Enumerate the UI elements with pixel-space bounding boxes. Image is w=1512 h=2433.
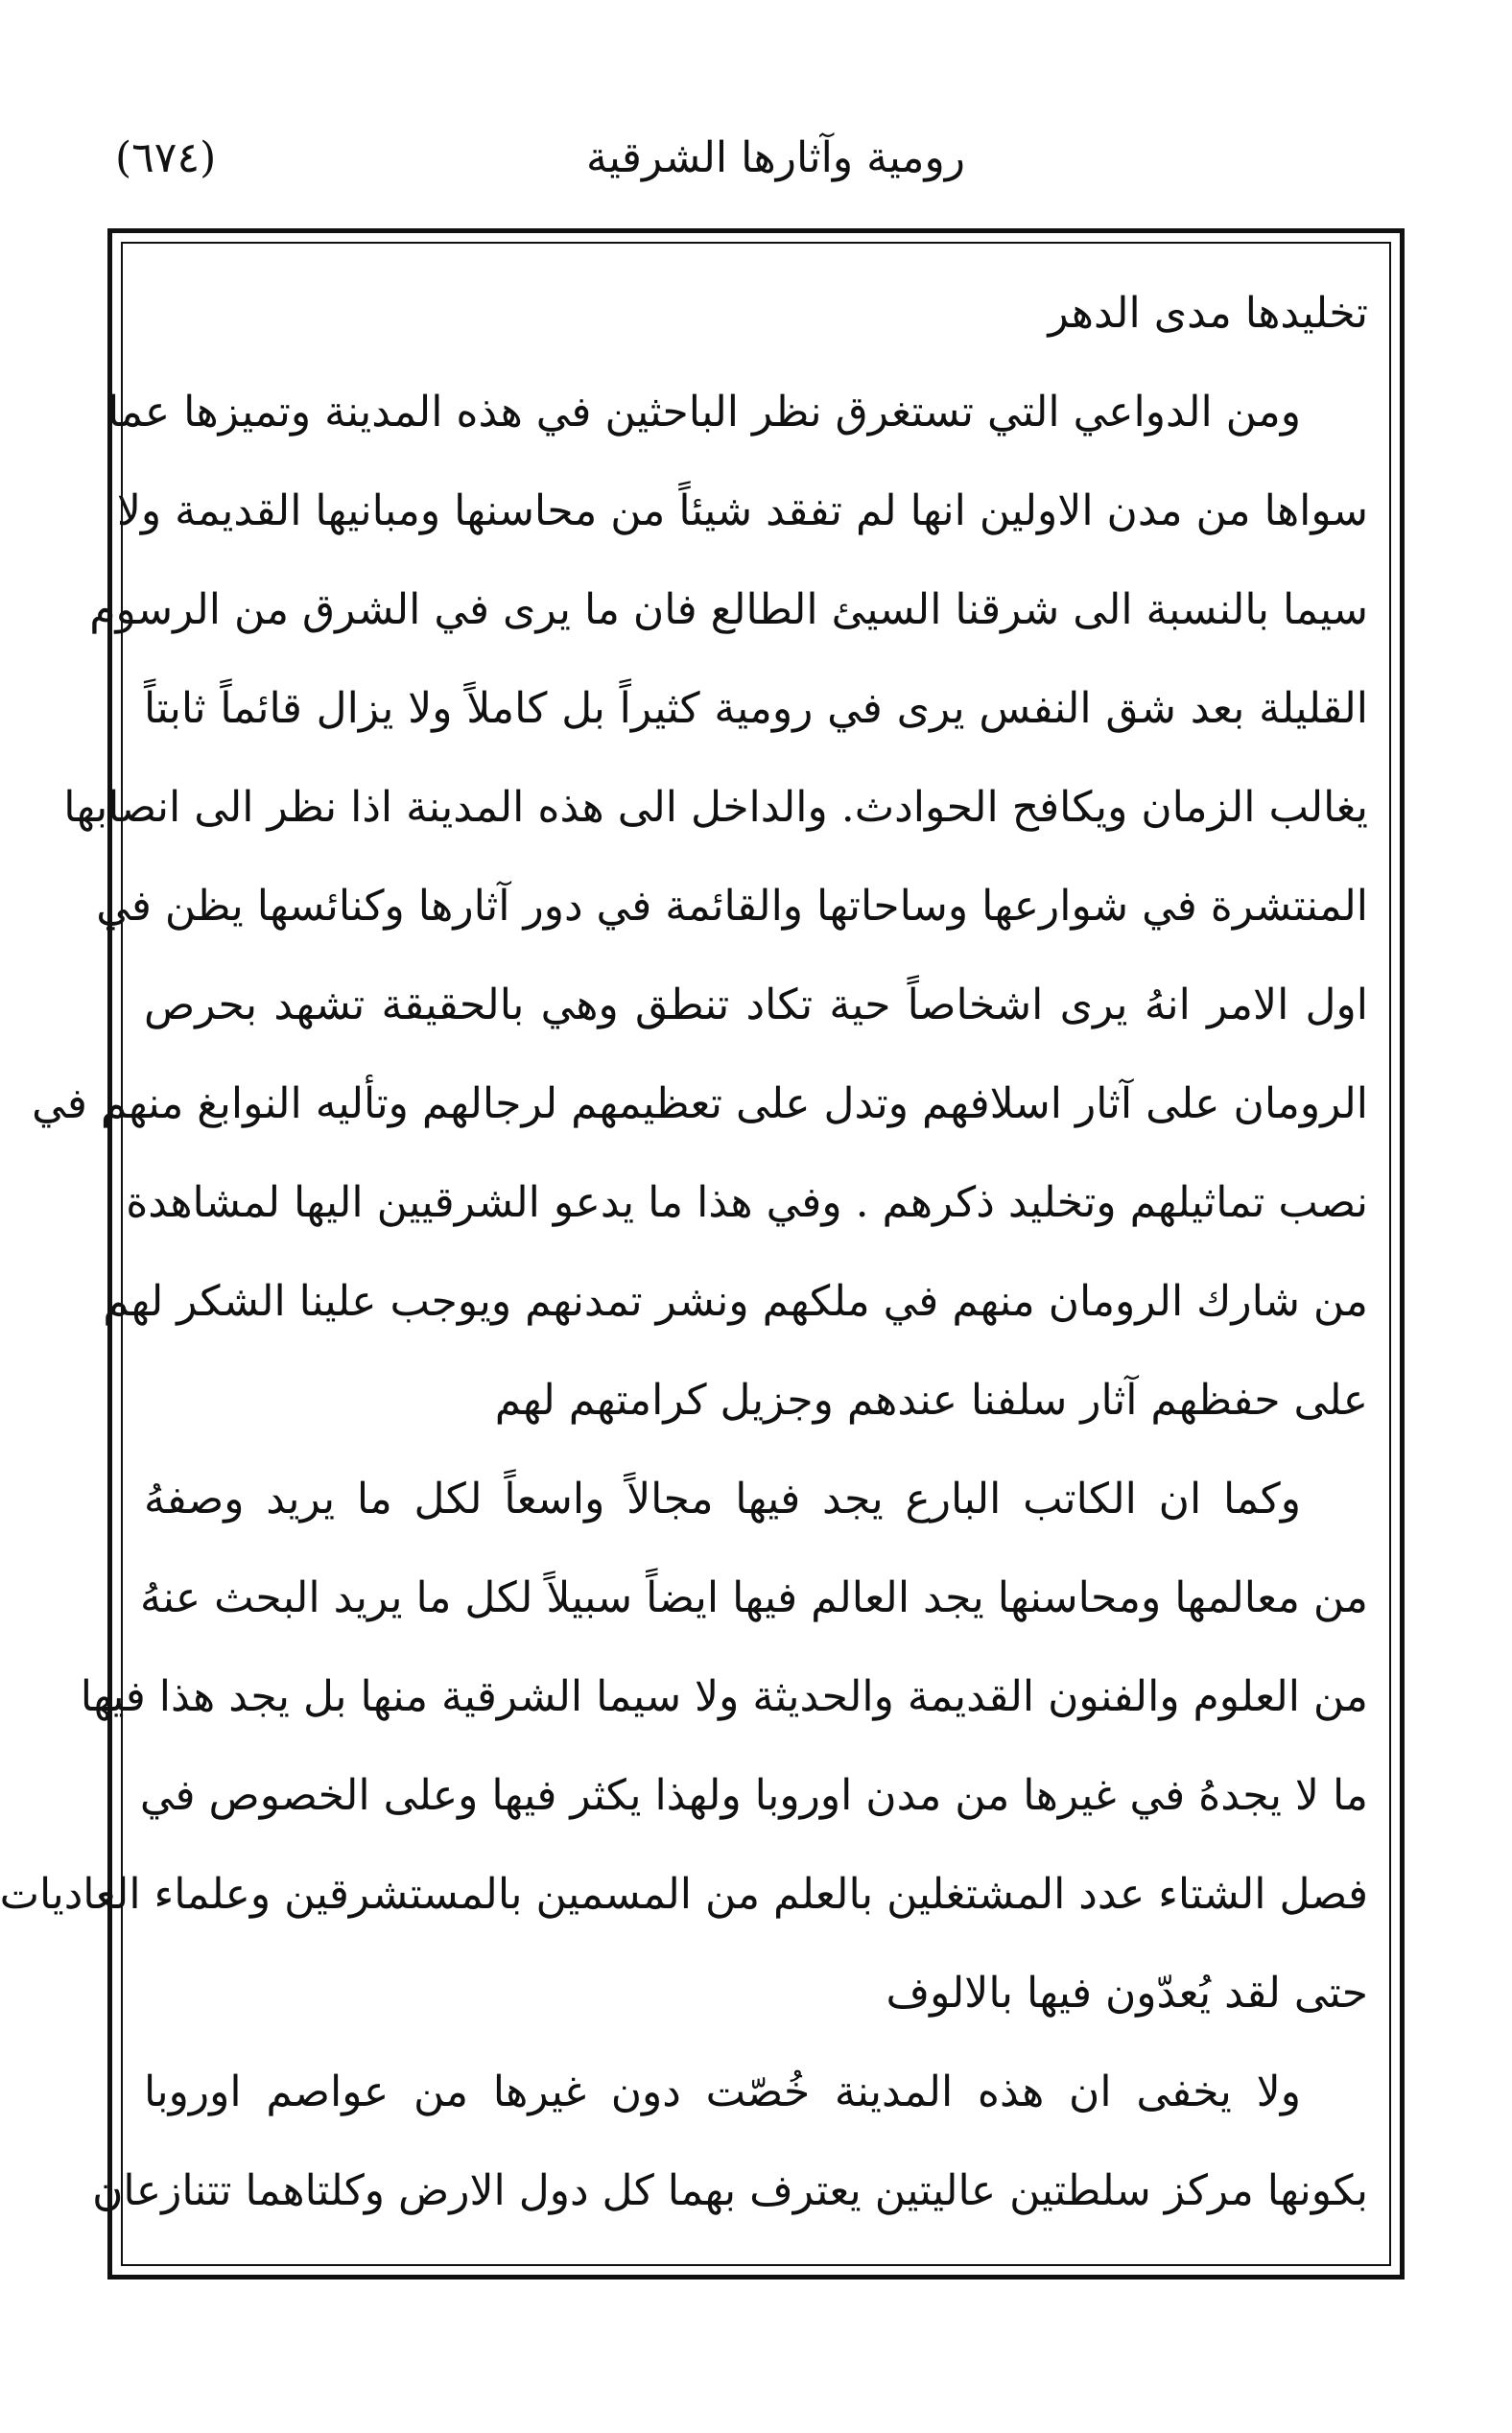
- text-line: فصل الشتاء عدد المشتغلين بالعلم من المسمين بالمستشرقين وعلماء العاديات: [0, 1870, 1368, 1919]
- body-text: [0, 264, 1368, 2240]
- text-line: الرومان على آثار اسلافهم وتدل على تعظيمهم لرجالهم وتأليه النوابغ منهم في: [32, 1079, 1368, 1128]
- text-line: من معالمها ومحاسنها يجد العالم فيها ايضاً سبيلاً لكل ما يريد البحث عنهُ: [140, 1573, 1368, 1622]
- text-line: يغالب الزمان ويكافح الحوادث. والداخل الى هذه المدينة اذا نظر الى انصابها: [63, 783, 1368, 832]
- text-line: ومن الدواعي التي تستغرق نظر الباحثين في هذه المدينة وتميزها عما: [106, 388, 1301, 437]
- text-line: اول الامر انهُ يرى اشخاصاً حية تكاد تنطق وهي بالحقيقة تشهد بحرص: [144, 980, 1368, 1029]
- page-header: [115, 115, 1397, 201]
- text-line: سيما بالنسبة الى شرقنا السيئ الطالع فان ما يرى في الشرق من الرسوم: [89, 585, 1368, 634]
- text-line: تخليدها مدى الدهر: [1048, 289, 1368, 338]
- running-title: رومية وآثارها الشرقية: [586, 133, 965, 182]
- text-line: سواها من مدن الاولين انها لم تفقد شيئاً من محاسنها ومبانيها القديمة ولا: [116, 486, 1368, 535]
- text-line: بكونها مركز سلطتين عاليتين يعترف بهما كل دول الارض وكلتاهما تتنازعان: [92, 2166, 1368, 2215]
- text-line: نصب تماثيلهم وتخليد ذكرهم . وفي هذا ما يدعو الشرقيين اليها لمشاهدة: [126, 1178, 1368, 1227]
- text-line: وكما ان الكاتب البارع يجد فيها مجالاً واسعاً لكل ما يريد وصفهُ: [144, 1475, 1301, 1524]
- text-line: ما لا يجدهُ في غيرها من مدن اوروبا ولهذا يكثر فيها وعلى الخصوص في: [139, 1771, 1368, 1820]
- text-line: القليلة بعد شق النفس يرى في رومية كثيراً بل كاملاً ولا يزال قائماً ثابتاً: [144, 684, 1368, 733]
- page-number: (٦٧٤): [115, 133, 217, 182]
- text-line: من شارك الرومان منهم في ملكهم ونشر تمدنهم ويوجب علينا الشكر لهم: [103, 1277, 1368, 1326]
- text-line: حتى لقد يُعدّون فيها بالالوف: [886, 1969, 1368, 2018]
- text-line: ولا يخفى ان هذه المدينة خُصّت دون غيرها من عواصم اوروبا: [144, 2067, 1301, 2116]
- text-line: المنتشرة في شوارعها وساحاتها والقائمة في دور آثارها وكنائسها يظن في: [96, 882, 1368, 931]
- text-line: على حفظهم آثار سلفنا عندهم وجزيل كرامتهم لهم: [494, 1376, 1368, 1425]
- text-line: من العلوم والفنون القديمة والحديثة ولا سيما الشرقية منها بل يجد هذا فيها: [80, 1672, 1368, 1721]
